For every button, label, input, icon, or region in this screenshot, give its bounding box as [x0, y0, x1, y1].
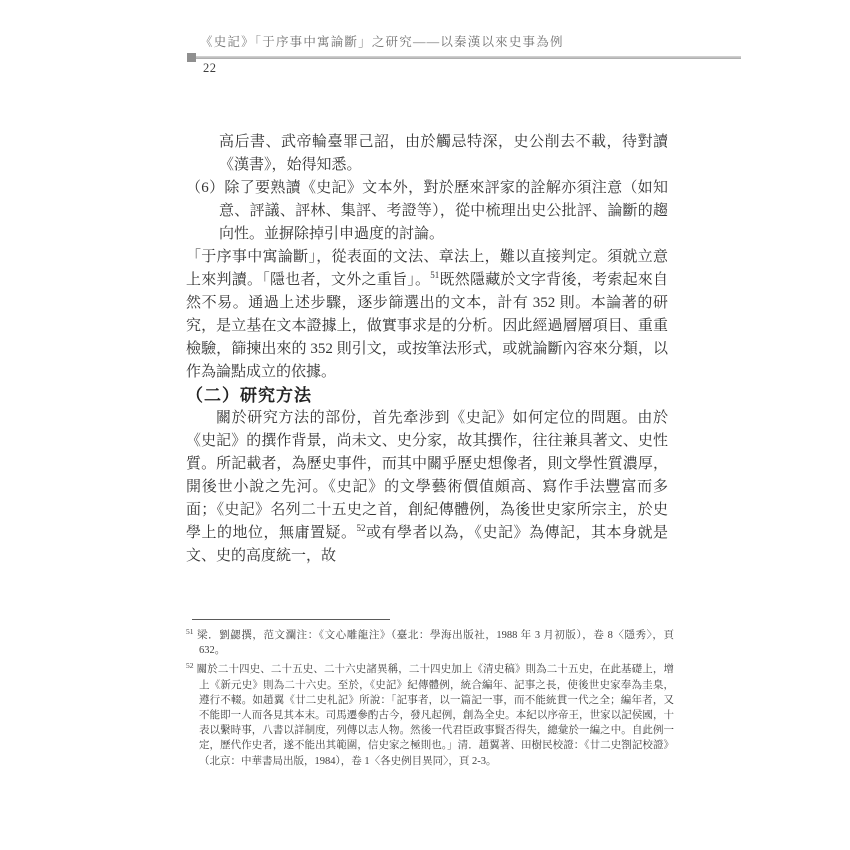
- footnote-text: 關於二十四史、二十五史、二十六史諸異稱，二十四史加上《清史稿》則為二十五史，在此基礎上，增上《新元史》則為二十六史。至於，《史記》紀傳體例，統合編年、記事之長，使後世史家奉為圭臬，遵行不輟。如趙翼《廿二史札記》所說：「記事者，以一篇記一事，而不能統貫一代之全；編年者，又不能即一人而各見其本末。司馬遷參酌古今，發凡起例，創為全史。本紀以序帝王，世家以記侯國，十表以繫時事，八書以詳制度，列傳以志人物。然後一代君臣政事賢否得失，總彙於一編之中。自此例一定，歷代作史者，遂不能出其範圍，信史家之極則也。」清．趙翼著、田樹民校證：《廿二史劄記校證》（北京：中華書局出版，1984），卷 1〈各史例目異同〉，頁 2-3。: [196, 664, 674, 767]
- footnotes-area: [186, 619, 674, 773]
- paragraph-method: [186, 246, 668, 384]
- section-heading: （二）研究方法: [186, 386, 312, 405]
- paragraph-text: 高后書、武帝輪臺罪己詔，由於觸忌特深，史公削去不載，待對讀《漢書》，始得知悉。: [219, 134, 668, 173]
- footnote-number: 51: [186, 626, 194, 636]
- header-rule: [196, 56, 741, 59]
- paragraph-text: 「于序事中寓論斷」，從表面的文法、章法上，難以直接判定。須就立意上來判讀。「隱也者，文外之重旨」。: [186, 249, 668, 288]
- paragraph-continuation: [186, 131, 668, 177]
- footnote-ref-51: 51: [430, 270, 440, 280]
- paragraph-research-method: [186, 407, 668, 568]
- paragraph-text: （6）除了要熟讀《史記》文本外，對於歷來評家的詮解亦須注意（如知意、評議、評林、集評、考證等），從中梳理出史公批評、論斷的趨向性。並摒除掉引申過度的討論。: [186, 180, 668, 242]
- paragraph-text: 既然隱藏於文字背後，考索起來自然不易。通過上述步驟，逐步篩選出的文本，計有 352 則。本論著的研究，是立基在文本證據上，做實事求是的分析。因此經過層層項目、重重檢驗，篩揀出來的 352 則引文，或按筆法形式，或就論斷內容來分類，以作為論點成立的依據。: [186, 272, 668, 380]
- footnote-51: [186, 628, 674, 658]
- footnote-ref-52: 52: [356, 523, 366, 533]
- footnote-text: 梁．劉勰撰，范文瀾注：《文心雕龍注》（臺北：學海出版社，1988 年 3 月初版），卷 8〈隱秀〉，頁 632。: [196, 630, 674, 657]
- running-header-title: 《史記》「于序事中寓論斷」之研究——以秦漢以來史事為例: [200, 35, 564, 49]
- list-item-6: [186, 177, 668, 246]
- footnote-number: 52: [186, 660, 194, 670]
- footnote-separator: [192, 619, 390, 620]
- page-number: 22: [203, 61, 217, 75]
- body-text: [186, 131, 668, 568]
- paragraph-text: 關於研究方法的部份，首先牽涉到《史記》如何定位的問題。由於《史記》的撰作背景，尚未文、史分家，故其撰作，往往兼具著文、史性質。所記載者，為歷史事件，而其中關乎歷史想像者，則文學性質濃厚，開後世小說之先河。《史記》的文學藝術價值頗高、寫作手法豐富而多面；《史記》名列二十五史之首，創紀傳體例，為後世史家所宗主，於史學上的地位，無庸置疑。: [186, 410, 668, 541]
- header-marker-square: [187, 53, 196, 62]
- paragraph-text: 或有學者以為，《史記》為傳記，其本身就是文、史的高度統一，故: [186, 525, 668, 564]
- footnote-52: [186, 662, 674, 768]
